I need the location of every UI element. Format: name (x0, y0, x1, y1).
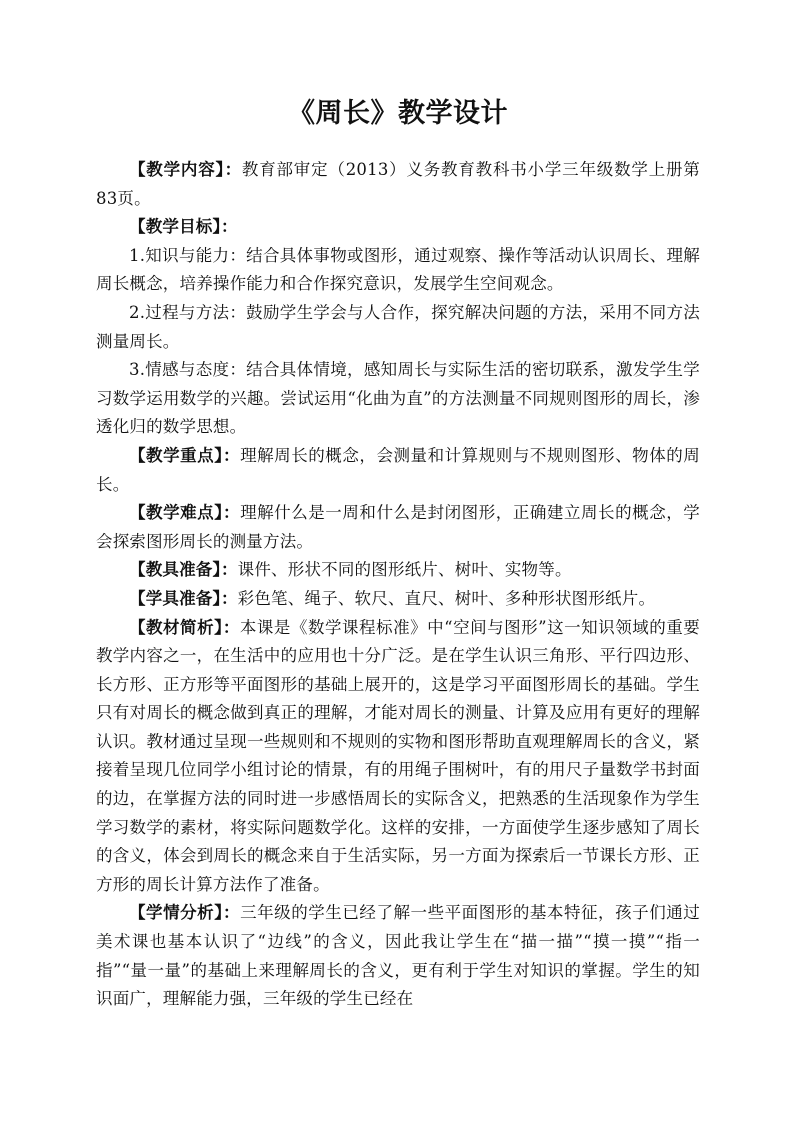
section-text: 三年级的学生已经了解一些平面图形的基本特征，孩子们通过美术课也基本认识了“边线”的含义，因此我让学生在“描一描”“摸一摸”“指一指”“量一量”的基础上来理解周长的含义，更有利于学生对知识的掌握。学生的知识面广，理解能力强，三年级的学生已经在 (96, 903, 700, 1009)
section-text: 课件、形状不同的图形纸片、树叶、实物等。 (237, 560, 572, 580)
paragraph-teaching-content (96, 156, 700, 213)
paragraph-key-points (96, 442, 700, 499)
section-label: 【学具准备】： (129, 588, 238, 608)
document-page (96, 94, 700, 1014)
paragraph-goal-2 (96, 299, 700, 356)
paragraph-textbook-analysis (96, 614, 700, 900)
section-label: 【教学内容】： (129, 160, 242, 179)
paragraph-goal-3 (96, 356, 700, 442)
section-text: 理解什么是一周和什么是封闭图形，正确建立周长的概念，学会探索图形周长的测量方法。 (96, 503, 700, 551)
section-text: 1.知识与能力：结合具体事物或图形，通过观察、操作等活动认识周长、理解周长概念，培养操作能力和合作探究意识，发展学生空间观念。 (96, 245, 700, 294)
paragraph-teaching-goals (96, 213, 700, 242)
document-title: 《周长》教学设计 (288, 98, 508, 129)
section-label: 【学情分析】： (129, 903, 241, 923)
paragraph-student-analysis (96, 899, 700, 1013)
paragraph-teaching-aids (96, 556, 700, 585)
section-text: 理解周长的概念，会测量和计算规则与不规则图形、物体的周长。 (96, 445, 700, 494)
section-text: 教育部审定（2013）义务教育教科书小学三年级数学上册第83页。 (96, 160, 700, 208)
section-text: 3.情感与态度：结合具体情境，感知周长与实际生活的密切联系，激发学生学习数学运用数学的兴趣。尝试运用“化曲为直”的方法测量不同规则图形的周长，渗透化归的数学思想。 (96, 360, 700, 437)
paragraph-difficulties (96, 499, 700, 556)
section-label: 【教学目标】： (129, 217, 238, 237)
section-label: 【教学难点】： (129, 503, 241, 523)
section-label: 【教材简析】： (129, 617, 240, 637)
section-text: 2.过程与方法：鼓励学生学会与人合作，探究解决问题的方法，采用不同方法测量周长。 (96, 302, 700, 351)
paragraph-goal-1 (96, 242, 700, 299)
section-label: 【教具准备】： (129, 560, 238, 580)
paragraph-learning-aids (96, 585, 700, 614)
section-label: 【教学重点】： (129, 445, 241, 465)
section-text: 本课是《数学课程标准》中“空间与图形”这一知识领域的重要教学内容之一，在生活中的应用也十分广泛。是在学生认识三角形、平行四边形、长方形、正方形等平面图形的基础上展开的，这是学习平面图形周长的基础。学生只有对周长的概念做到真正的理解，才能对周长的测量、计算及应用有更好的理解认识。教材通过呈现一些规则和不规则的实物和图形帮助直观理解周长的含义，紧接着呈现几位同学小组讨论的情景，有的用绳子围树叶，有的用尺子量数学书封面的边，在掌握方法的同时进一步感悟周长的实际含义，把熟悉的生活现象作为学生学习数学的素材，将实际问题数学化。这样的安排，一方面使学生逐步感知了周长的含义，体会到周长的概念来自于生活实际，另一方面为探索后一节课长方形、正方形的周长计算方法作了准备。 (96, 617, 700, 894)
section-text: 彩色笔、绳子、软尺、直尺、树叶、多种形状图形纸片。 (237, 588, 656, 608)
